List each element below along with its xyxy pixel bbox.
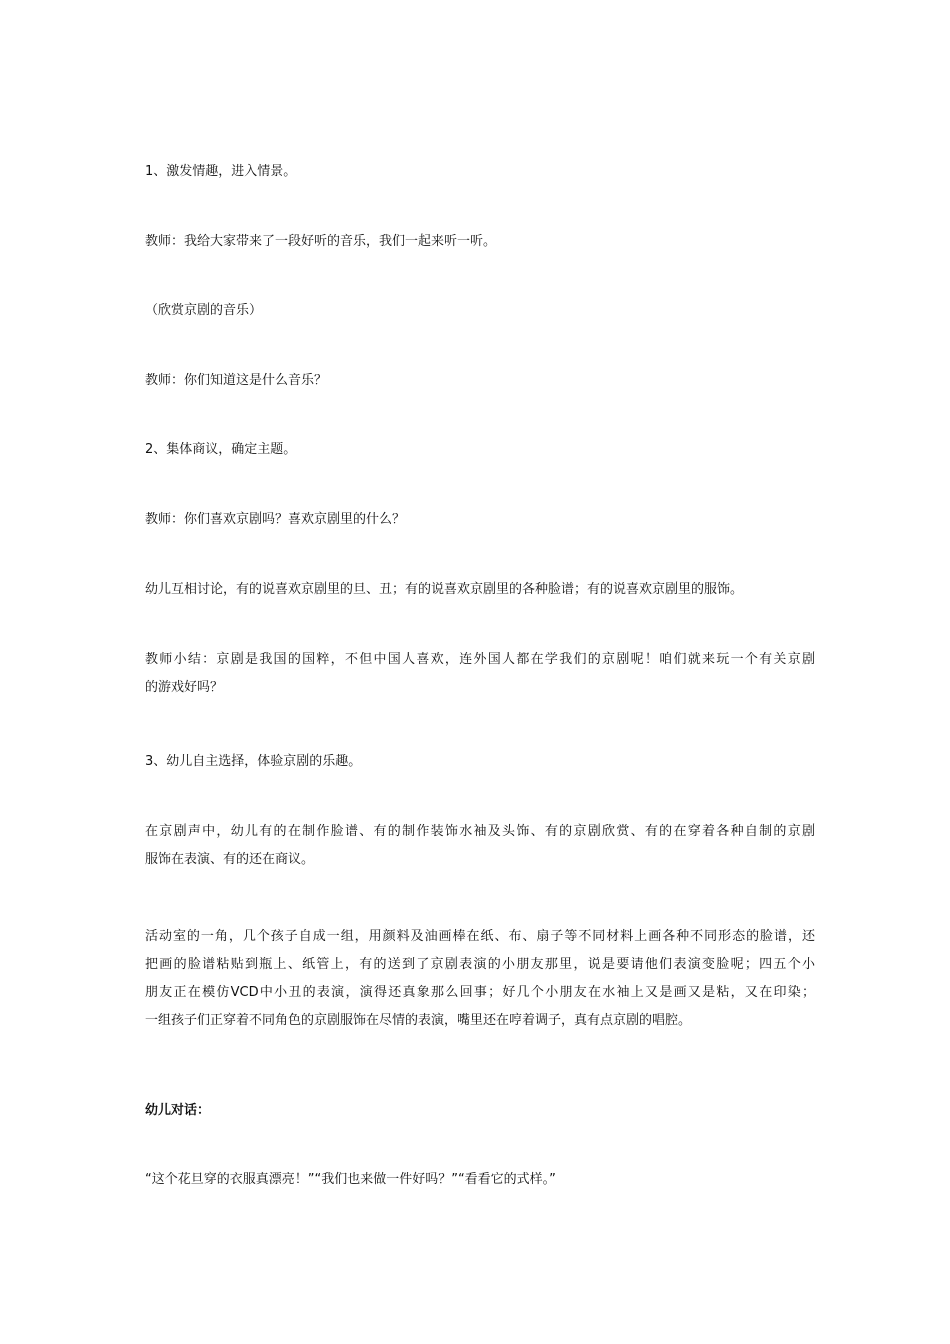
section-heading-3: 3、幼儿自主选择，体验京剧的乐趣。 — [145, 754, 362, 769]
paragraph-teacher-question: 教师：你们知道这是什么音乐？ — [145, 373, 328, 388]
paragraph-listen-note: （欣赏京剧的音乐） — [145, 303, 263, 318]
paragraph-line: 活动室的一角，几个孩子自成一组，用颜料及油画棒在纸、布、扇子等不同材料上画各种不同形态的脸谱，还 — [145, 929, 815, 944]
paragraph-line: 一组孩子们正穿着不同角色的京剧服饰在尽情的表演，嘴里还在哼着调子，真有点京剧的唱腔。 — [145, 1013, 692, 1028]
section-heading-1: 1、激发情趣，进入情景。 — [145, 164, 297, 179]
paragraph-line: 在京剧声中，幼儿有的在制作脸谱、有的制作装饰水袖及头饰、有的京剧欣赏、有的在穿着各种自制的京剧 — [145, 824, 815, 839]
section-heading-dialogue: 幼儿对话： — [145, 1103, 211, 1118]
paragraph-children-discussion: 幼儿互相讨论，有的说喜欢京剧里的旦、丑；有的说喜欢京剧里的各种脸谱；有的说喜欢京剧里的服饰。 — [145, 582, 744, 597]
paragraph-activity-overview — [145, 818, 815, 874]
paragraph-activity-detail — [145, 923, 815, 1035]
paragraph-teacher-summary — [145, 646, 815, 702]
paragraph-teacher-question-2: 教师：你们喜欢京剧吗？喜欢京剧里的什么？ — [145, 512, 406, 527]
section-heading-2: 2、集体商议，确定主题。 — [145, 442, 297, 457]
paragraph-line: 朋友正在模仿VCD中小丑的表演，演得还真象那么回事；好几个小朋友在水袖上又是画又是粘，又在印染； — [145, 985, 815, 1000]
paragraph-line: 教师小结：京剧是我国的国粹，不但中国人喜欢，连外国人都在学我们的京剧呢！咱们就来玩一个有关京剧 — [145, 652, 815, 667]
paragraph-line: 服饰在表演、有的还在商议。 — [145, 852, 315, 867]
paragraph-teacher-intro: 教师：我给大家带来了一段好听的音乐，我们一起来听一听。 — [145, 234, 497, 249]
paragraph-dialogue-quotes: “这个花旦穿的衣服真漂亮！”“我们也来做一件好吗？”“看看它的式样。” — [145, 1172, 556, 1187]
paragraph-line: 把画的脸谱粘贴到瓶上、纸管上，有的送到了京剧表演的小朋友那里，说是要请他们表演变脸呢；四五个小 — [145, 957, 815, 972]
paragraph-line: 的游戏好吗？ — [145, 680, 224, 695]
